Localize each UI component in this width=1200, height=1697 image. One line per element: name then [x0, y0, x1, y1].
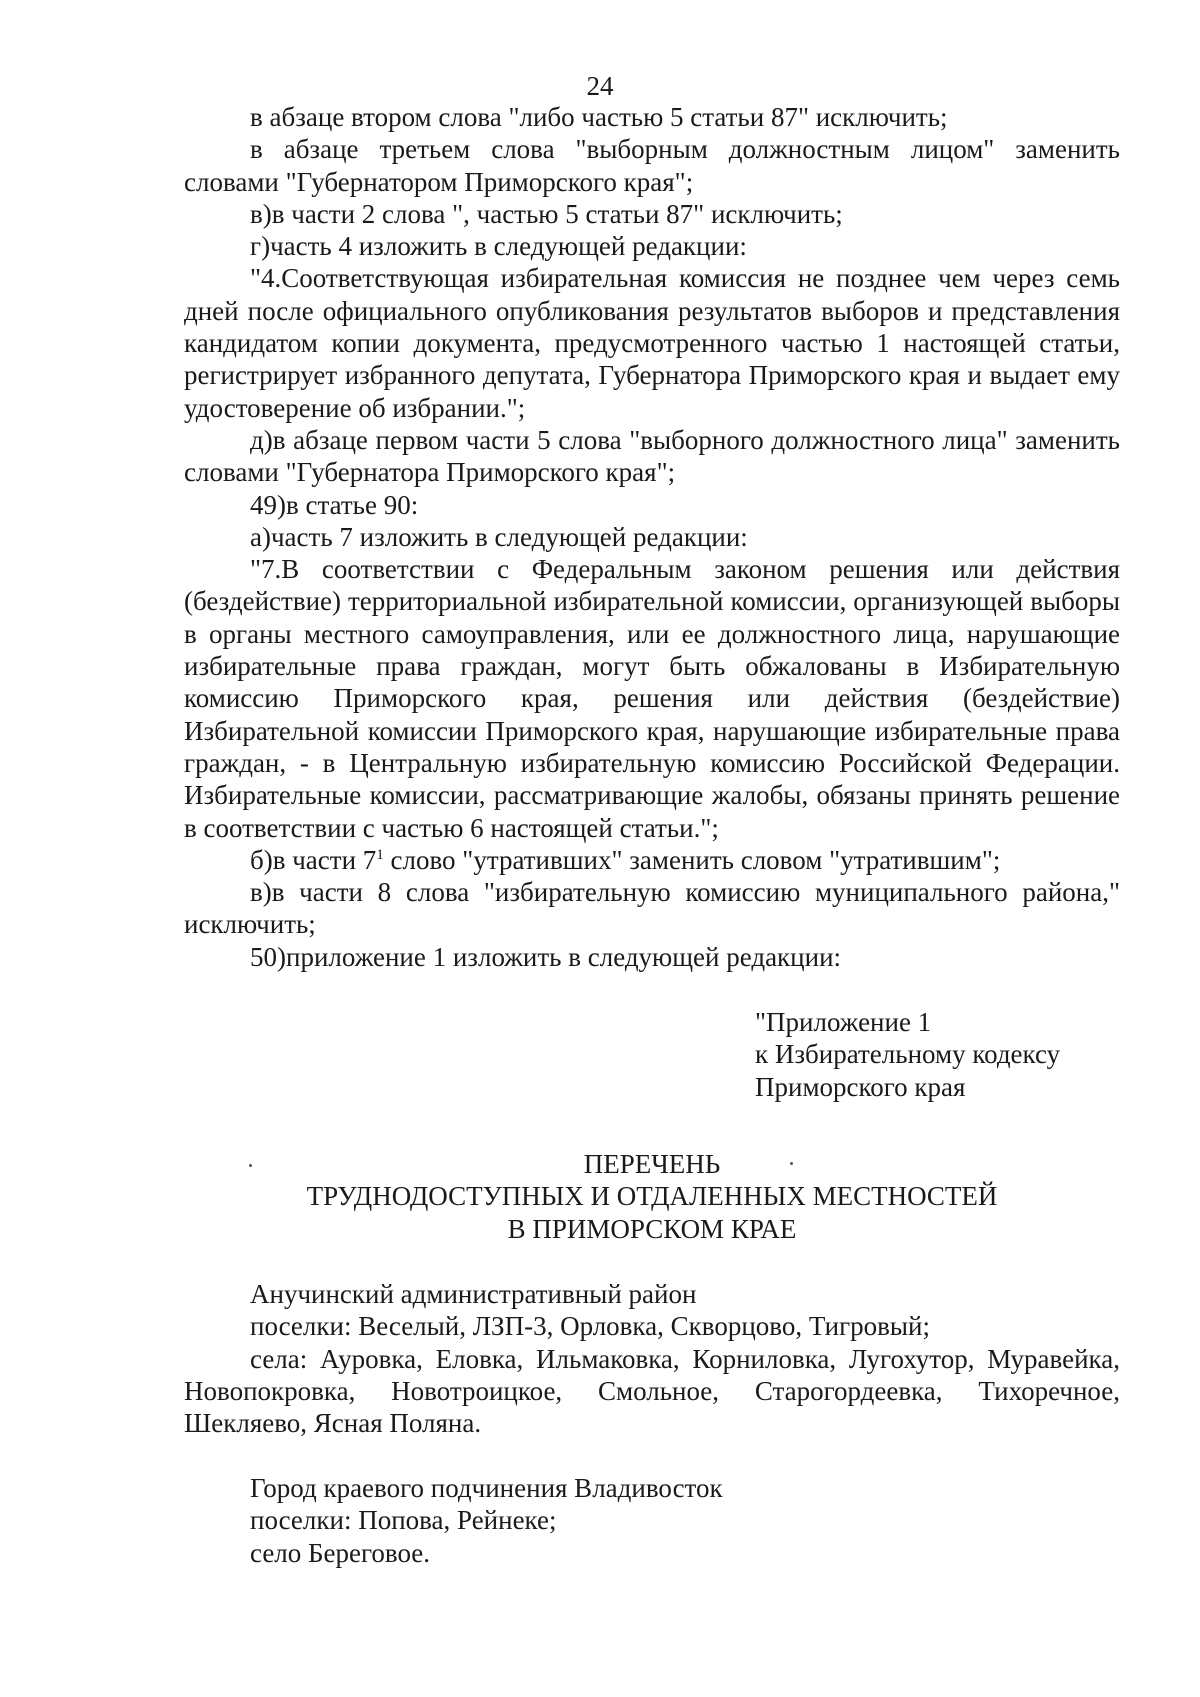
region-line: села: Ауровка, Еловка, Ильмаковка, Корниловка, Лугохутор, Муравейка, Новопокровка, Новотроицкое, Смольное, Старогордеевка, Тихоречное, Шекляево, Ясная Поляна.: [184, 1343, 1120, 1439]
appendix-line: Приморского края: [755, 1071, 966, 1102]
paragraph: г)часть 4 изложить в следующей редакции:: [250, 231, 747, 262]
paragraph-b-before: б)в части 7: [250, 844, 377, 875]
appendix-line: "Приложение 1: [755, 1007, 932, 1037]
paragraph: в абзаце втором слова "либо частью 5 статьи 87" исключить;: [250, 102, 948, 132]
paragraph-b-after: слово "утративших" заменить словом "утратившим";: [383, 844, 1001, 875]
region-line: село Береговое.: [250, 1537, 431, 1568]
superscript: 1: [376, 846, 384, 863]
list-heading: [184, 1148, 1120, 1245]
paragraph: а)часть 7 изложить в следующей редакции:: [250, 521, 748, 552]
paragraph: в)в части 8 слова "избирательную комиссию муниципального района," исключить;: [184, 877, 1120, 940]
paragraph: 49)в статье 90:: [250, 489, 419, 520]
page-number: 24: [586, 71, 614, 101]
amendments-text: [184, 101, 1120, 973]
scan-speck: [790, 1162, 793, 1165]
appendix-line: к Избирательному кодексу: [755, 1039, 1061, 1070]
region-anuchinsky: [184, 1278, 1120, 1439]
heading-line: ПЕРЕЧЕНЬ: [583, 1149, 721, 1179]
paragraph-b: [184, 844, 1120, 876]
heading-line: ТРУДНОДОСТУПНЫХ И ОТДАЛЕННЫХ МЕСТНОСТЕЙ: [306, 1181, 998, 1212]
region-line: поселки: Попова, Рейнеке;: [250, 1505, 557, 1536]
region-vladivostok: [184, 1472, 1120, 1569]
region-name: Город краевого подчинения Владивосток: [250, 1473, 723, 1503]
region-name: Анучинский административный район: [250, 1279, 697, 1309]
paragraph: в абзаце третьем слова "выборным должностным лицом" заменить словами "Губернатором Приморского края";: [184, 134, 1120, 197]
paragraph: в)в части 2 слова ", частью 5 статьи 87" исключить;: [250, 198, 843, 229]
heading-line: В ПРИМОРСКОМ КРАЕ: [507, 1213, 797, 1244]
paragraph: 50)приложение 1 изложить в следующей редакции:: [250, 941, 842, 972]
scan-speck: [249, 1164, 252, 1167]
appendix-reference: [755, 1006, 1155, 1103]
paragraph: "4.Соответствующая избирательная комиссия не позднее чем через семь дней после официального опубликования результатов выборов и представления кандидатом копии документа, предусмотренного частью 1 настоящей статьи, регистрирует избранного депутата, Губернатора Приморского края и выдает ему удостоверение об избрании.";: [184, 263, 1120, 423]
paragraph: д)в абзаце первом части 5 слова "выборного должностного лица" заменить словами "Губернатора Приморского края";: [184, 424, 1120, 488]
region-line: поселки: Веселый, ЛЗП-3, Орловка, Скворцово, Тигровый;: [250, 1311, 931, 1342]
paragraph: "7.В соответствии с Федеральным законом решения или действия (бездействие) территориальной избирательной комиссии, организующей выборы в органы местного самоуправления, или ее должностного лица, нарушающие избирательные права граждан, могут быть обжалованы в Избирательную комиссию Приморского края, решения или действия (бездействие) Избирательной комиссии Приморского края, нарушающие избирательные права граждан, - в Центральную избирательную комиссию Российской Федерации. Избирательные комиссии, рассматривающие жалобы, обязаны принять решение в соответствии с частью 6 настоящей статьи.";: [184, 554, 1120, 843]
